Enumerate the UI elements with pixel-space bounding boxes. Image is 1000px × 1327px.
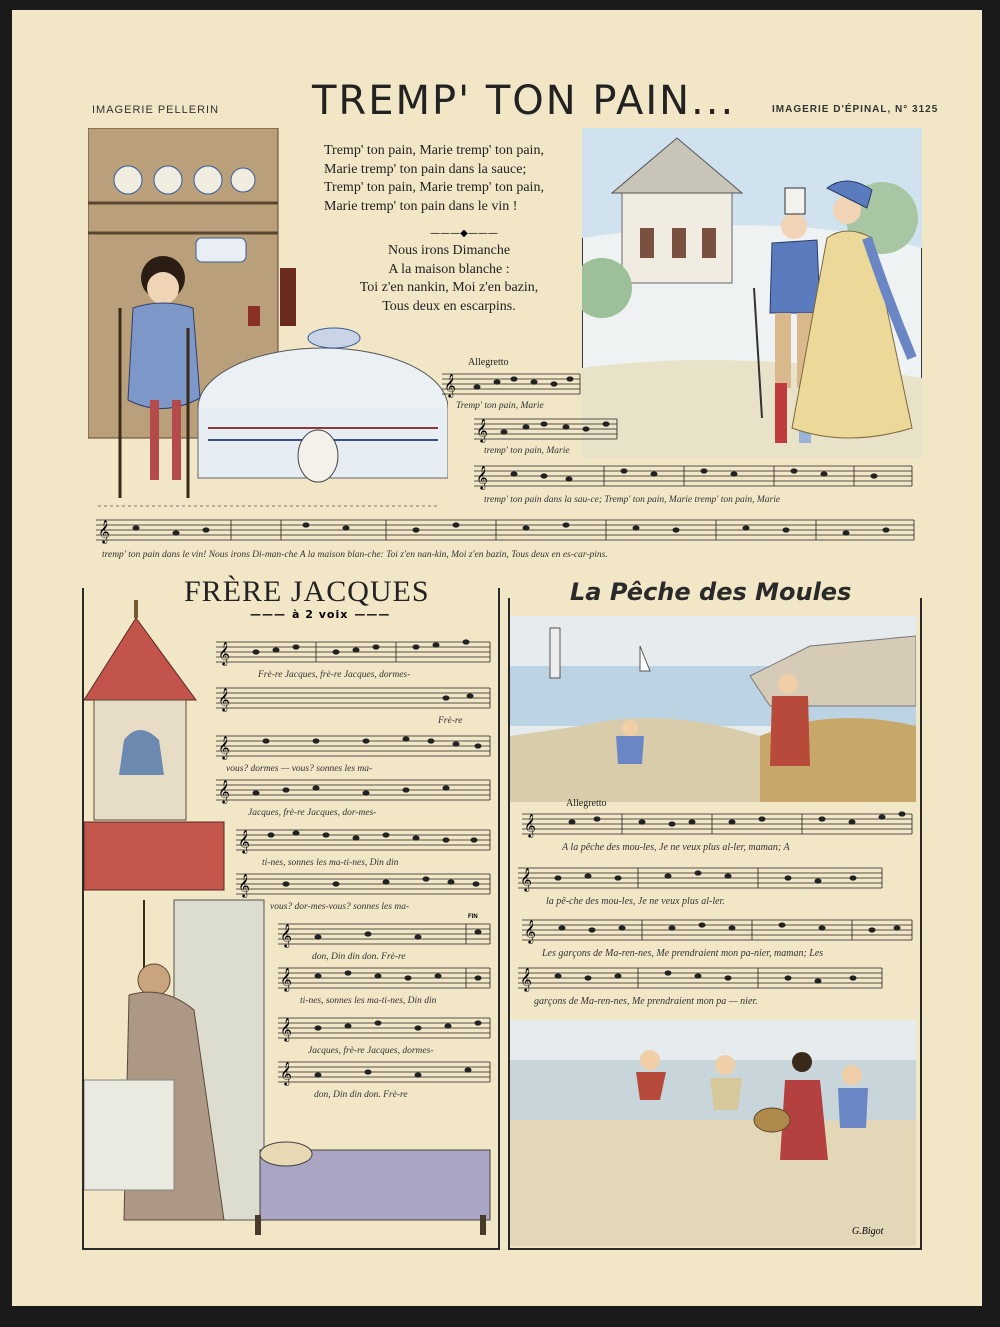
staff-lyric: ti-nes, sonnes les ma-ti-nes, Din din <box>300 996 437 1006</box>
staff-tremp-3 <box>474 462 914 494</box>
tempo-marking: Allegretto <box>468 357 509 368</box>
verse-1-line: Tremp' ton pain, Marie tremp' ton pain, <box>324 143 544 158</box>
staff-lyric: Frè-re <box>438 716 463 726</box>
svg-text:𝄞: 𝄞 <box>524 919 536 943</box>
staff-frere-10 <box>278 1058 492 1088</box>
svg-text:𝄞: 𝄞 <box>218 735 230 759</box>
svg-text:𝄞: 𝄞 <box>280 967 292 991</box>
couple-illustration <box>582 128 922 458</box>
beach-children-illustration <box>510 1020 916 1246</box>
seaside-illustration <box>510 616 916 802</box>
svg-text:𝄞: 𝄞 <box>218 779 230 803</box>
staff-lyric: Jacques, frè-re Jacques, dormes- <box>308 1046 434 1056</box>
staff-lyric: ti-nes, sonnes les ma-ti-nes, Din din <box>262 858 399 868</box>
verse-1-line: Marie tremp' ton pain dans le vin ! <box>324 198 518 214</box>
staff-lyric: Les garçons de Ma-ren-nes, Me prendraient mon pa-nier, maman; Les <box>542 948 824 959</box>
frere-jacques-subtitle: ——— à 2 voix ——— <box>250 608 391 621</box>
staff-frere-1 <box>216 638 492 668</box>
staff-lyric: vous? dormes — vous? sonnes les ma- <box>226 764 373 774</box>
verse-2-line: Tous deux en escarpins. <box>382 298 516 314</box>
staff-frere-4 <box>216 776 492 806</box>
staff-tremp-1 <box>442 370 582 400</box>
frere-subtitle-text: à 2 voix <box>292 608 349 621</box>
song-sheet <box>12 10 982 1306</box>
artist-signature: G.Bigot <box>852 1226 884 1237</box>
staff-lyric: Jacques, frè-re Jacques, dor-mes- <box>248 808 377 818</box>
staff-peche-3 <box>522 916 914 946</box>
peche-title: La Pêche des Moules <box>570 578 852 606</box>
staff-peche-1 <box>522 810 914 840</box>
staff-frere-5 <box>236 826 492 856</box>
frere-jacques-title: FRÈRE JACQUES <box>184 575 430 608</box>
staff-lyric: don, Din din don. Frè-re <box>312 952 406 962</box>
svg-text:𝄞: 𝄞 <box>98 519 110 543</box>
page-title: TREMP' TON PAIN... <box>312 78 736 124</box>
svg-text:𝄞: 𝄞 <box>238 829 250 853</box>
svg-text:𝄞: 𝄞 <box>218 641 230 665</box>
staff-lyric: la pê-che des mou-les, Je ne veux plus al-ler. <box>546 896 725 907</box>
svg-text:𝄞: 𝄞 <box>520 967 532 991</box>
publisher-right: IMAGERIE D'ÉPINAL, N° 3125 <box>772 104 939 115</box>
staff-lyric: garçons de Ma-ren-nes, Me prendraient mon pa — nier. <box>534 996 758 1007</box>
verse-1-line: Tremp' ton pain, Marie tremp' ton pain, <box>324 180 544 195</box>
svg-text:𝄞: 𝄞 <box>280 1017 292 1041</box>
svg-text:𝄞: 𝄞 <box>444 373 456 397</box>
verse-2 <box>324 242 574 316</box>
staff-frere-8 <box>278 964 492 994</box>
svg-text:𝄞: 𝄞 <box>280 923 292 947</box>
staff-lyric: vous? dor-mes-vous? sonnes les ma- <box>270 902 410 912</box>
verse-2-line: Toi z'en nankin, Moi z'en bazin, <box>359 280 539 295</box>
staff-lyric: tremp' ton pain dans le vin! Nous irons Di-man-che A la maison blan-che: Toi z'en nan-kin, Moi z'en bazin, Tous deux en es-car-pins. <box>102 550 608 560</box>
staff-peche-4 <box>518 964 884 994</box>
staff-peche-2 <box>518 864 884 894</box>
staff-frere-9 <box>278 1014 492 1044</box>
svg-text:𝄞: 𝄞 <box>476 418 488 442</box>
staff-lyric: tremp' ton pain dans la sau-ce; Tremp' ton pain, Marie tremp' ton pain, Marie <box>484 495 781 505</box>
verse-2-line: Nous irons Dimanche <box>387 243 511 258</box>
staff-frere-2 <box>216 684 492 714</box>
svg-text:𝄞: 𝄞 <box>476 465 488 489</box>
staff-lyric: don, Din din don. Frè-re <box>314 1090 408 1100</box>
peche-tempo: Allegretto <box>566 798 607 809</box>
bed-illustration <box>250 1130 494 1240</box>
staff-lyric: Tremp' ton pain, Marie <box>456 401 544 411</box>
svg-text:𝄞: 𝄞 <box>280 1061 292 1085</box>
svg-text:𝄞: 𝄞 <box>218 687 230 711</box>
staff-frere-3 <box>216 732 492 762</box>
staff-tremp-2 <box>474 415 619 445</box>
staff-lyric: Frè-re Jacques, frè-re Jacques, dormes- <box>258 670 411 680</box>
verse-1 <box>324 142 584 216</box>
publisher-left: IMAGERIE PELLERIN <box>92 104 220 116</box>
staff-frere-6 <box>236 870 492 900</box>
staff-frere-7 <box>278 920 492 950</box>
svg-text:𝄞: 𝄞 <box>238 873 250 897</box>
staff-lyric: tremp' ton pain, Marie <box>484 446 570 456</box>
verse-1-line: Marie tremp' ton pain dans la sauce; <box>324 161 527 177</box>
svg-text:𝄞: 𝄞 <box>524 813 536 837</box>
verse-2-line: A la maison blanche : <box>388 261 510 277</box>
fin-marking: FIN <box>468 914 478 920</box>
ornament-divider: ———◆——— <box>430 228 498 239</box>
svg-text:𝄞: 𝄞 <box>520 867 532 891</box>
staff-lyric: A la pêche des mou-les, Je ne veux plus al-ler, maman; A <box>562 842 790 853</box>
staff-tremp-4 <box>96 516 916 548</box>
